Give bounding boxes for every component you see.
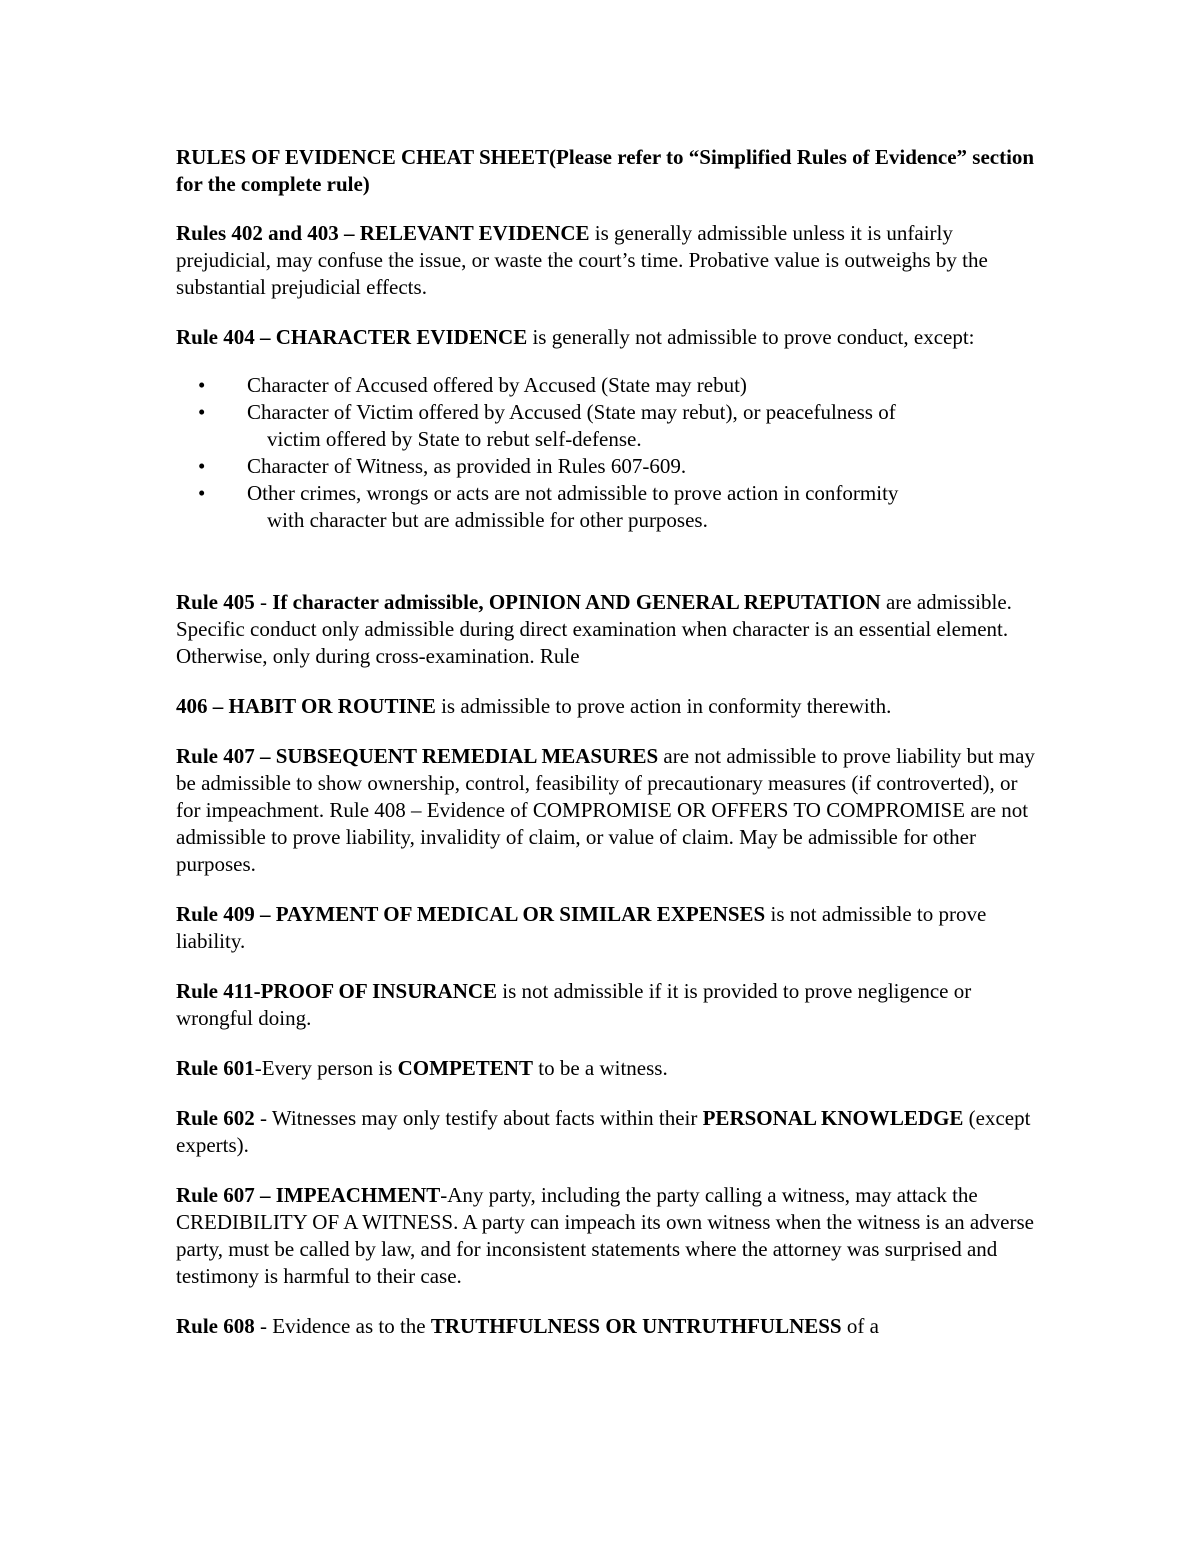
bullet-icon: • [198, 400, 206, 424]
rule-number: Rule 602 [176, 1106, 255, 1130]
rule-text: are admissible. Specific conduct only admissible during direct examination when character is an essential element. Otherwise, only during cross-examination. Rule [176, 590, 1012, 668]
rule-text: - Witnesses may only testify about facts within their [254, 1106, 703, 1130]
rule-term: PROOF OF INSURANCE [260, 979, 498, 1003]
rule-409 [176, 901, 1036, 955]
rule-406 [176, 693, 1036, 720]
rule-text: to be a witness. [532, 1056, 668, 1080]
rule-602 [176, 1105, 1036, 1159]
rule-text: is admissible to prove action in conformity therewith. [435, 694, 892, 718]
rule-404 [176, 324, 1036, 351]
document-title: RULES OF EVIDENCE CHEAT SHEET(Please refer to “Simplified Rules of Evidence” section for the complete rule) [176, 145, 1035, 196]
rule-term: If character admissible, OPINION AND GENERAL REPUTATION [272, 590, 881, 614]
rule-607 [176, 1182, 1036, 1290]
list-item-continuation: victim offered by State to rebut self-defense. [267, 427, 642, 451]
list-item [176, 399, 1036, 453]
rule-number: Rules 402 and 403 – [176, 221, 360, 245]
rule-text: are not admissible to prove liability but may be admissible to show ownership, control, feasibility of precautionary measures (if controverted), or for impeachment. Rule 408 – Evidence of COMPROMISE OR OFFERS TO COMPROMISE are not admissible to prove liability, invalidity of claim, or value of claim. May be admissible for other purposes. [176, 744, 1035, 876]
rule-text: is not admissible if it is provided to prove negligence or wrongful doing. [176, 979, 972, 1030]
rule-text: is generally not admissible to prove conduct, except: [527, 325, 975, 349]
list-item [176, 453, 1036, 480]
rule-411 [176, 978, 1036, 1032]
rule-407-408 [176, 743, 1036, 878]
bullet-icon: • [198, 454, 206, 478]
list-item-text: Character of Victim offered by Accused (State may rebut), or peacefulness of [247, 400, 896, 424]
rule-term: PAYMENT OF MEDICAL OR SIMILAR EXPENSES [275, 902, 766, 926]
rule-number: Rule 601 [176, 1056, 255, 1080]
rule-number: Rule 405 [176, 590, 255, 614]
rule-term: PERSONAL KNOWLEDGE [702, 1106, 964, 1130]
rule-term: HABIT OR ROUTINE [228, 694, 436, 718]
rule-402-403 [176, 220, 1036, 301]
rule-number: Rule 411- [176, 979, 261, 1003]
rule-text: -Every person is [254, 1056, 398, 1080]
list-item-text: Character of Accused offered by Accused (State may rebut) [247, 373, 747, 397]
rule-term: TRUTHFULNESS OR UNTRUTHFULNESS [430, 1314, 842, 1338]
rule-term: COMPETENT [397, 1056, 533, 1080]
rule-term: CHARACTER EVIDENCE [275, 325, 528, 349]
rule-number: Rule 608 [176, 1314, 255, 1338]
bullet-icon: • [198, 373, 206, 397]
rule-term: RELEVANT EVIDENCE [359, 221, 590, 245]
rule-number: 406 – [176, 694, 229, 718]
rule-405 [176, 589, 1036, 670]
rule-text: is not admissible to prove liability. [176, 902, 987, 953]
rule-text: (except experts). [176, 1106, 1031, 1157]
bullet-icon: • [198, 481, 206, 505]
rule-term: SUBSEQUENT REMEDIAL MEASURES [275, 744, 659, 768]
list-item-text: Character of Witness, as provided in Rules 607-609. [247, 454, 687, 478]
list-item-text: Other crimes, wrongs or acts are not admissible to prove action in conformity [247, 481, 899, 505]
rule-text: -Any party, including the party calling a witness, may attack the CREDIBILITY OF A WITNESS. A party can impeach its own witness when the witness is an adverse party, must be called by law, and for inconsistent statements where the attorney was surprised and testimony is harmful to their case. [176, 1183, 1034, 1288]
list-item [176, 480, 1036, 534]
list-item [176, 372, 1036, 399]
rule-dash: - [254, 590, 273, 614]
rule-text: is generally admissible unless it is unfairly prejudicial, may confuse the issue, or waste the court’s time. Probative value is outweighs by the substantial prejudicial effects. [176, 221, 988, 299]
rule-number: Rule 409 – [176, 902, 276, 926]
rule-608 [176, 1313, 1036, 1340]
rule-text: of a [841, 1314, 879, 1338]
document-body [176, 144, 1036, 1363]
rule-text: - Evidence as to the [254, 1314, 431, 1338]
rule-number: Rule 407 – [176, 744, 276, 768]
character-exceptions-list [176, 372, 1036, 534]
rule-dash: – [254, 325, 276, 349]
list-item-continuation: with character but are admissible for other purposes. [267, 508, 708, 532]
rule-number: Rule 607 – IMPEACHMENT [176, 1183, 441, 1207]
rule-number: Rule 404 [176, 325, 255, 349]
rule-601 [176, 1055, 1036, 1082]
